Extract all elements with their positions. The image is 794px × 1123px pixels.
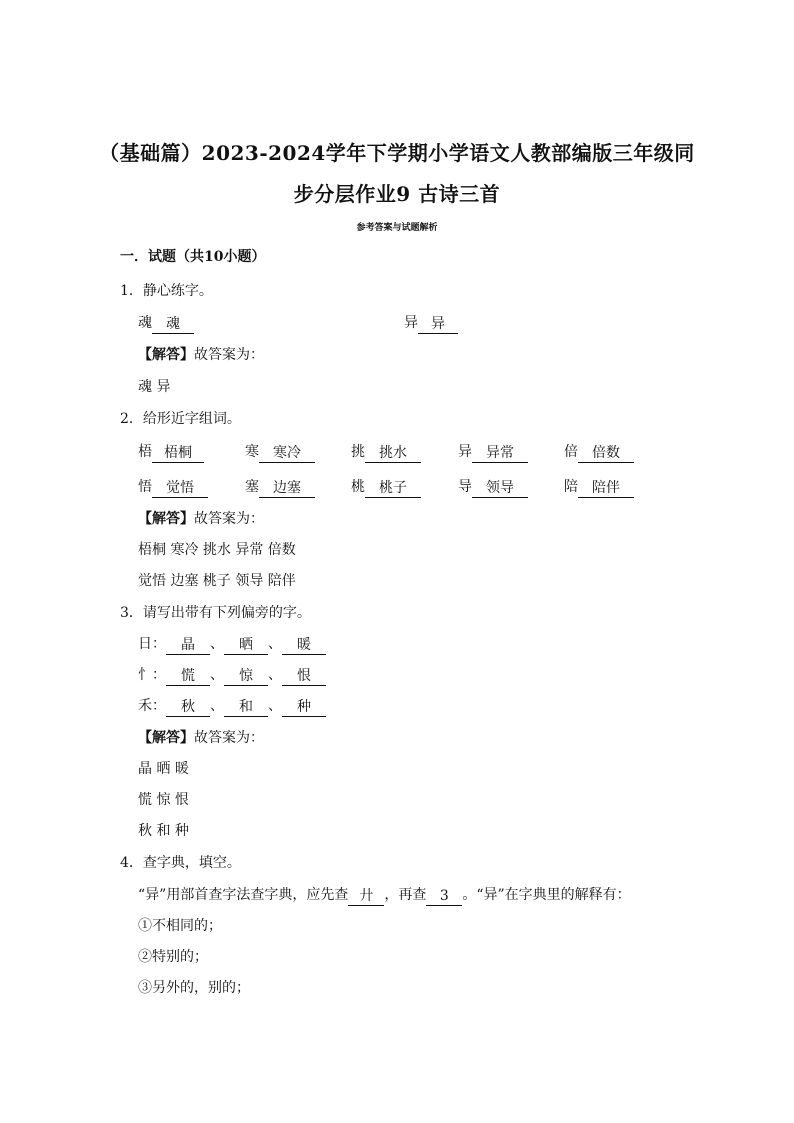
document-title-line-1: （基础篇）2023-2024学年下学期小学语文人教部编版三年级同 [99,141,695,165]
q1-item-1 [138,313,194,333]
q3-row-3-radical: 禾： [138,698,166,714]
q2-row1-item-3 [351,442,421,462]
q3-separator: 、 [268,698,282,714]
q1-solution-label: 【解答】 [138,347,194,363]
q3-answer-line-3: 秋 和 种 [138,823,189,839]
q4-meaning-1: ①不相同的； [138,918,222,934]
q3-row-3-answer-1: 秋 [166,698,210,717]
q3-row-3-answer-3: 种 [282,698,326,717]
q2-row2-answer-5: 陪伴 [578,479,634,498]
q2-row1-char-3: 挑 [351,444,365,460]
q3-prompt: 3．请写出带有下列偏旁的字。 [120,605,311,621]
q4-blank-2: 3 [426,887,462,906]
q3-solution-label: 【解答】 [138,730,194,746]
q3-row-3-answer-2: 和 [224,698,268,717]
q4-meaning-2: ②特别的； [138,949,208,965]
q3-solution-text: 故答案为： [194,730,264,746]
q3-separator: 、 [268,667,282,683]
q2-answer-line-2: 觉悟 边塞 桃子 领导 陪伴 [138,573,296,589]
q3-row-2-answer-3: 恨 [282,667,326,686]
q2-answer-line-1: 梧桐 寒冷 挑水 异常 倍数 [138,542,296,558]
q1-solution-text: 故答案为： [194,347,264,363]
q4-blank-1: 廾 [348,887,384,906]
q2-row1-answer-3: 挑水 [365,444,421,463]
q4-sentence [138,885,631,905]
q2-row2-char-1: 悟 [138,479,152,495]
q2-row1-answer-4: 异常 [472,444,528,463]
q3-separator: 、 [210,636,224,652]
q3-separator: 、 [210,698,224,714]
q4-prompt: 4．查字典，填空。 [120,855,241,871]
q2-row1-item-4 [458,442,528,462]
q2-row1-char-5: 倍 [564,444,578,460]
q1-item-2-char: 异 [404,315,418,331]
q2-row1-item-2 [245,442,315,462]
q4-sentence-part-c: 。“异”在字典里的解释有： [462,887,631,903]
q2-row2-char-2: 塞 [245,479,259,495]
q4-meaning-3: ③另外的，别的； [138,980,250,996]
q2-row2-item-4 [458,477,528,497]
q3-row-2 [138,665,326,685]
q3-row-2-radical: 忄： [138,667,166,683]
q2-row2-char-3: 桃 [351,479,365,495]
q3-row-1 [138,634,326,654]
q3-row-2-answer-2: 惊 [224,667,268,686]
q2-row1-char-4: 异 [458,444,472,460]
q1-item-2-answer: 异 [418,315,458,334]
q2-row1-answer-1: 梧桐 [152,444,204,463]
q3-answer-line-2: 慌 惊 恨 [138,792,189,808]
q2-row2-item-5 [564,477,634,497]
q1-prompt: 1．静心练字。 [120,283,213,299]
q3-separator: 、 [268,636,282,652]
q3-answer-line-1: 晶 晒 暖 [138,761,189,777]
q2-row1-char-1: 梧 [138,444,152,460]
q2-solution [138,509,264,529]
q2-row2-answer-4: 领导 [472,479,528,498]
q4-sentence-part-a: “异”用部首查字法查字典，应先查 [138,887,349,903]
section-heading: 一．试题（共10小题） [120,249,266,265]
q3-row-2-answer-1: 慌 [166,667,210,686]
q3-solution [138,728,264,748]
q2-row1-item-1 [138,442,204,462]
q2-row2-item-2 [245,477,315,497]
q1-item-2 [404,313,458,333]
q2-row2-char-4: 导 [458,479,472,495]
q2-row2-answer-1: 觉悟 [152,479,208,498]
q3-row-1-answer-1: 晶 [166,636,210,655]
q1-answer-line: 魂 异 [138,379,171,395]
q1-item-1-answer: 魂 [152,315,194,334]
document-title-line-2: 步分层作业9 古诗三首 [293,182,501,206]
q2-row2-answer-2: 边塞 [259,479,315,498]
q3-row-1-radical: 日： [138,636,166,652]
q2-row1-char-2: 寒 [245,444,259,460]
q2-row2-item-1 [138,477,208,497]
q3-row-1-answer-3: 暖 [282,636,326,655]
document-subtitle: 参考答案与试题解析 [356,223,438,233]
q1-solution [138,345,264,365]
q2-solution-text: 故答案为： [194,511,264,527]
q1-item-1-char: 魂 [138,315,152,331]
q3-row-3 [138,696,326,716]
q2-row2-item-3 [351,477,421,497]
q2-row1-item-5 [564,442,634,462]
q3-separator: 、 [210,667,224,683]
q2-row2-char-5: 陪 [564,479,578,495]
q2-prompt: 2．给形近字组词。 [120,411,241,427]
q2-row1-answer-5: 倍数 [578,444,634,463]
q2-row1-answer-2: 寒冷 [259,444,315,463]
q2-row2-answer-3: 桃子 [365,479,421,498]
q2-solution-label: 【解答】 [138,511,194,527]
q4-sentence-part-b: ，再查 [384,887,427,903]
q3-row-1-answer-2: 晒 [224,636,268,655]
